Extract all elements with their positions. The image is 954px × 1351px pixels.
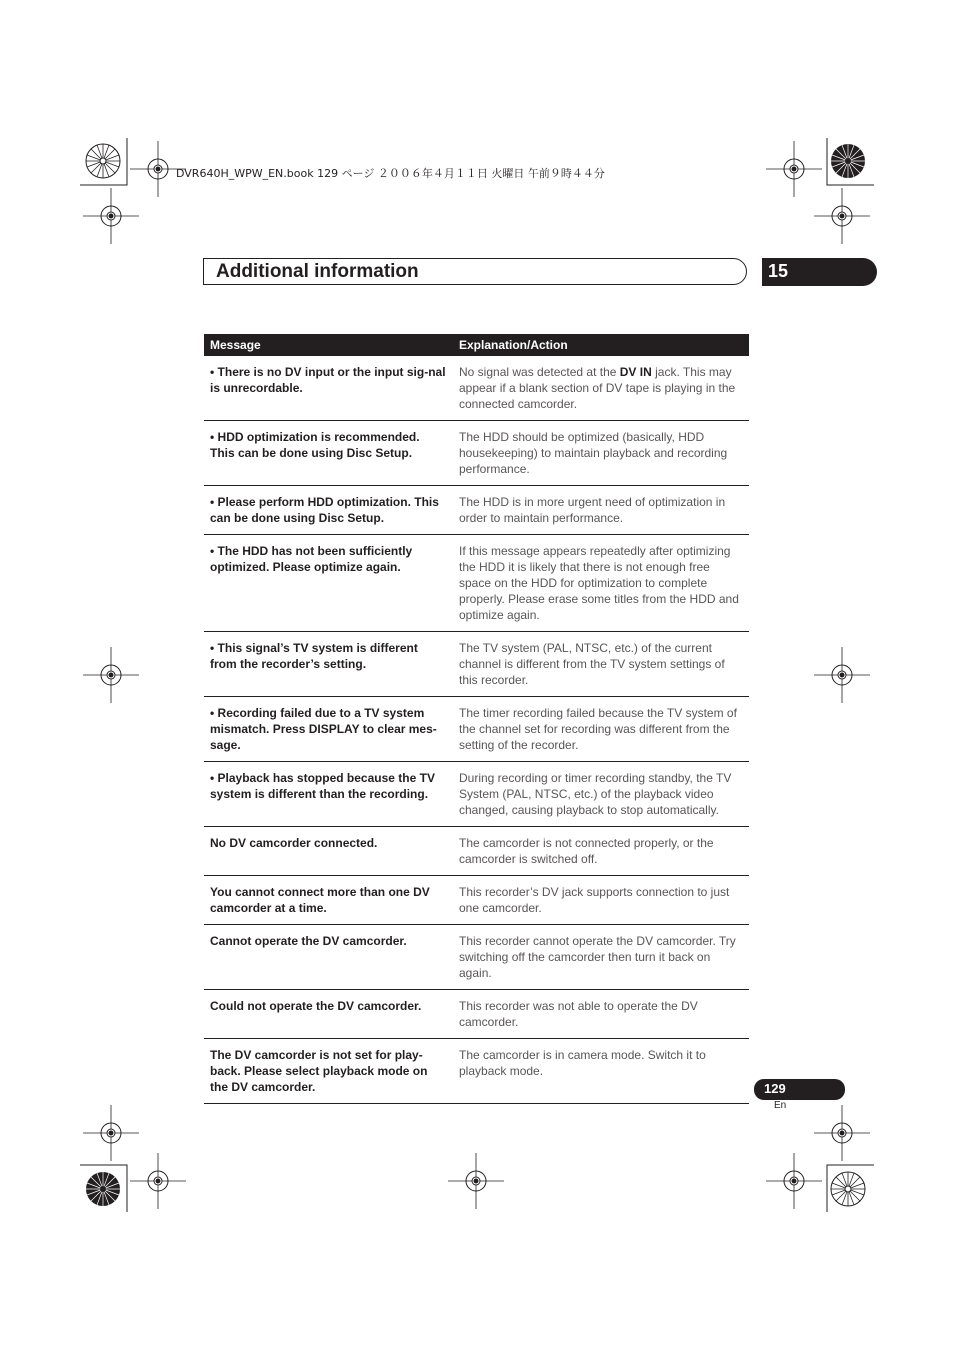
section-title-bar bbox=[203, 258, 747, 285]
section-title: Additional information bbox=[216, 261, 419, 282]
header-explanation: Explanation/Action bbox=[453, 334, 749, 356]
explanation-cell: The TV system (PAL, NTSC, etc.) of the current channel is different from the TV system settings of this recorder. bbox=[453, 632, 749, 697]
page-language: En bbox=[774, 1100, 787, 1111]
table-row bbox=[204, 486, 749, 535]
message-cell: • The HDD has not been sufficiently optimized. Please optimize again. bbox=[204, 535, 453, 632]
message-cell: • There is no DV input or the input sig-nal is unrecordable. bbox=[204, 356, 453, 421]
table-row bbox=[204, 356, 749, 421]
table-row bbox=[204, 762, 749, 827]
message-table bbox=[204, 334, 749, 1104]
page-number-tab bbox=[754, 1079, 845, 1100]
message-cell: The DV camcorder is not set for play-back. Please select playback mode on the DV camcorder. bbox=[204, 1039, 453, 1104]
message-cell: • Please perform HDD optimization. This can be done using Disc Setup. bbox=[204, 486, 453, 535]
header-message: Message bbox=[204, 334, 453, 356]
message-cell: • HDD optimization is recommended. This can be done using Disc Setup. bbox=[204, 421, 453, 486]
explanation-cell: The HDD is in more urgent need of optimization in order to maintain performance. bbox=[453, 486, 749, 535]
table-row bbox=[204, 632, 749, 697]
table-row bbox=[204, 925, 749, 990]
chapter-number: 15 bbox=[768, 261, 789, 281]
explanation-cell: This recorder cannot operate the DV camcorder. Try switching off the camcorder then turn it back on again. bbox=[453, 925, 749, 990]
message-cell: You cannot connect more than one DV camcorder at a time. bbox=[204, 876, 453, 925]
message-cell: Could not operate the DV camcorder. bbox=[204, 990, 453, 1039]
table-row bbox=[204, 535, 749, 632]
message-cell: • Playback has stopped because the TV system is different than the recording. bbox=[204, 762, 453, 827]
table-row bbox=[204, 1039, 749, 1104]
explanation-cell: This recorder’s DV jack supports connection to just one camcorder. bbox=[453, 876, 749, 925]
table-row bbox=[204, 421, 749, 486]
explanation-cell: The HDD should be optimized (basically, HDD housekeeping) to maintain playback and recording performance. bbox=[453, 421, 749, 486]
explanation-cell: If this message appears repeatedly after optimizing the HDD it is likely that there is not enough free space on the HDD for optimization to complete properly. Please erase some titles from the HDD and optimize again. bbox=[453, 535, 749, 632]
table-header-row bbox=[204, 334, 749, 356]
table-row bbox=[204, 990, 749, 1039]
explanation-cell: This recorder was not able to operate the DV camcorder. bbox=[453, 990, 749, 1039]
explanation-cell: The timer recording failed because the TV system of the channel set for recording was different from the setting of the recorder. bbox=[453, 697, 749, 762]
explanation-cell: The camcorder is in camera mode. Switch it to playback mode. bbox=[453, 1039, 749, 1104]
book-header: DVR640H_WPW_EN.book 129 ページ ２００６年４月１１日 火曜日 午前９時４４分 bbox=[176, 167, 605, 180]
message-cell: No DV camcorder connected. bbox=[204, 827, 453, 876]
message-cell: • This signal’s TV system is different from the recorder’s setting. bbox=[204, 632, 453, 697]
table-row bbox=[204, 876, 749, 925]
message-cell: • Recording failed due to a TV system mismatch. Press DISPLAY to clear mes-sage. bbox=[204, 697, 453, 762]
dv-in-label: DV IN bbox=[619, 365, 652, 379]
chapter-tab bbox=[762, 258, 877, 286]
table-row bbox=[204, 697, 749, 762]
explanation-cell: No signal was detected at the DV IN jack. This may appear if a blank section of DV tape is playing in the connected camcorder. bbox=[453, 356, 749, 421]
page-number: 129 bbox=[764, 1081, 786, 1096]
message-cell: Cannot operate the DV camcorder. bbox=[204, 925, 453, 990]
table-row bbox=[204, 827, 749, 876]
explanation-cell: The camcorder is not connected properly, or the camcorder is switched off. bbox=[453, 827, 749, 876]
explanation-cell: During recording or timer recording standby, the TV System (PAL, NTSC, etc.) of the playback video changed, causing playback to stop automatically. bbox=[453, 762, 749, 827]
